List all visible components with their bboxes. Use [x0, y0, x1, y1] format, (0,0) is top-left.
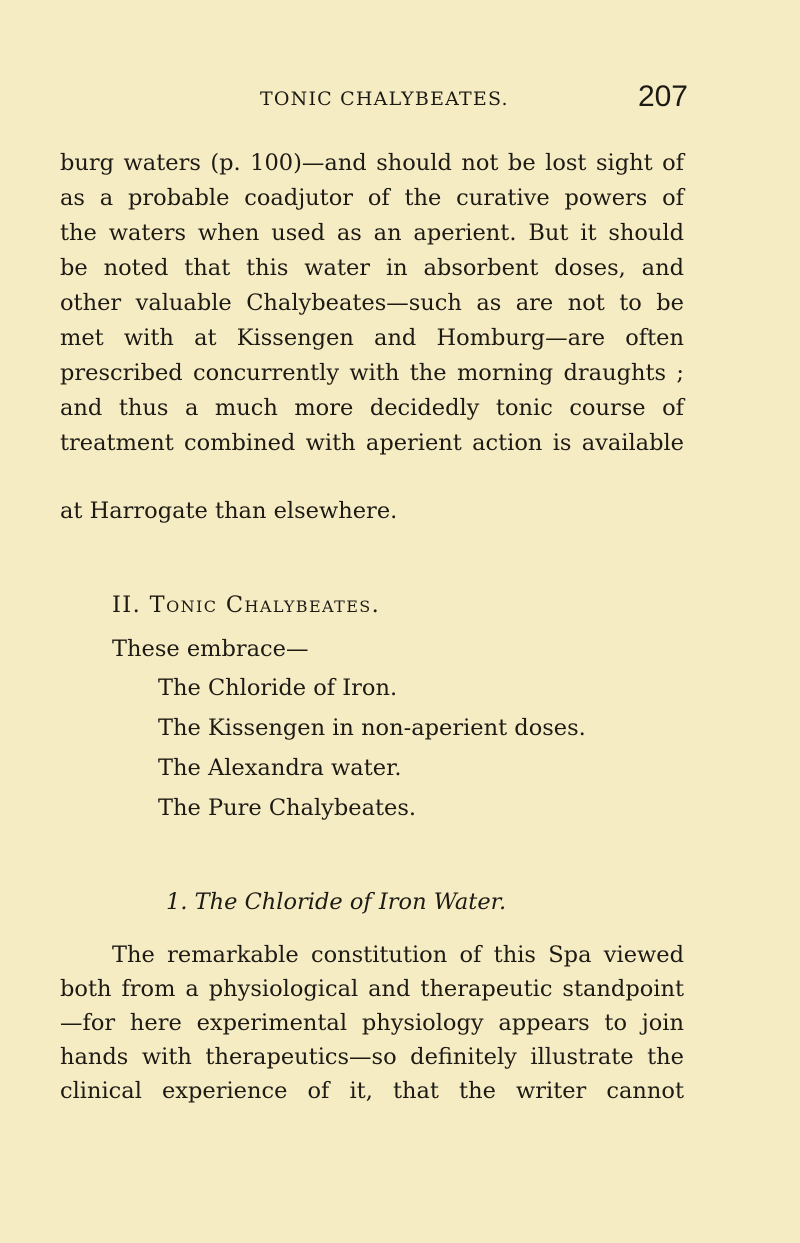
section-intro: These embrace—: [112, 636, 309, 662]
section-heading: II. Tonic Chalybeates.: [112, 592, 381, 618]
list-item: The Alexandra water.: [158, 755, 402, 781]
text-line: and thus a much more decidedly tonic course of: [60, 395, 684, 421]
list-item: The Kissengen in non-aperient doses.: [158, 715, 586, 741]
text-line: the waters when used as an aperient. But it should: [60, 220, 684, 246]
text-line: —for here experimental physiology appears to join: [60, 1010, 684, 1036]
text-line: treatment combined with aperient action is available: [60, 430, 684, 456]
text-line: both from a physiological and therapeutic standpoint: [60, 976, 684, 1002]
text-line: met with at Kissengen and Homburg—are often: [60, 325, 684, 351]
text-line: The remarkable constitution of this Spa viewed: [112, 942, 684, 968]
subsection-heading: 1. The Chloride of Iron Water.: [166, 889, 507, 915]
running-head: [60, 80, 688, 118]
text-line: at Harrogate than elsewhere.: [60, 498, 398, 524]
text-line: burg waters (p. 100)—and should not be lost sight of: [60, 150, 684, 176]
list-item: The Pure Chalybeates.: [158, 795, 417, 821]
text-line: prescribed concurrently with the morning draughts ;: [60, 360, 684, 386]
running-title: TONIC CHALYBEATES.: [260, 88, 509, 110]
text-line: clinical experience of it, that the writer cannot: [60, 1078, 684, 1104]
list-item: The Chloride of Iron.: [158, 675, 398, 701]
text-line: other valuable Chalybeates—such as are not to be: [60, 290, 684, 316]
page-number: 207: [637, 80, 688, 113]
text-line: as a probable coadjutor of the curative powers of: [60, 185, 684, 211]
text-line: be noted that this water in absorbent doses, and: [60, 255, 684, 281]
text-line: hands with therapeutics—so definitely illustrate the: [60, 1044, 684, 1070]
